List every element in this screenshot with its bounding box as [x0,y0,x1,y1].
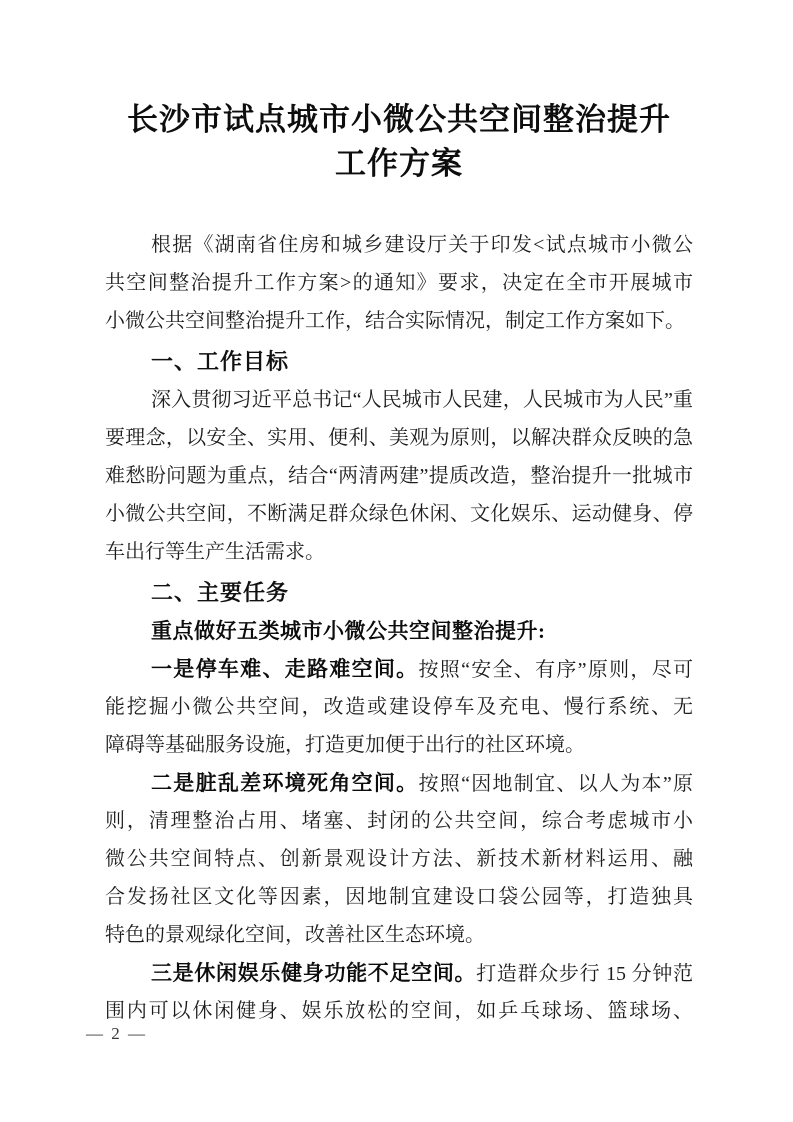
paragraph-text: 打造群众步行 15 分钟范 [476,963,694,985]
paragraph-line: 根据《湖南省住房和城乡建设厅关于印发<试点城市小微公 [151,234,693,256]
paragraph-line: 小微公共空间，不断满足群众绿色休闲、文化娱乐、运动健身、停 [105,503,693,525]
document-body [105,226,693,1030]
paragraph-text: 按照“因地制宜、以人为本”原 [418,773,694,795]
paragraph-line [105,764,693,802]
paragraph-line: 微公共空间特点、创新景观设计方法、新技术新材料运用、融 [105,848,693,870]
section-heading-main-tasks: 二、主要任务 [151,580,290,605]
paragraph-line: 要理念，以安全、实用、便利、美观为原则，以解决群众反映的急 [105,427,693,449]
paragraph-line [105,650,693,688]
page-number: — 2 — [86,1024,147,1043]
task-one-label: 一是停车难、走路难空间。 [151,657,419,681]
document-title [105,98,693,186]
title-line-1: 长沙市试点城市小微公共空间整治提升 [127,102,671,137]
paragraph-line: 深入贯彻习近平总书记“人民城市人民建，人民城市为人民”重 [151,389,693,411]
task-two-label: 二是脏乱差环境死角空间。 [151,771,419,795]
paragraph-line: 难愁盼问题为重点，结合“两清两建”提质改造，整治提升一批城市 [105,465,693,487]
paragraph-line: 共空间整治提升工作方案>的通知》要求，决定在全市开展城市 [105,272,693,294]
section-heading-work-goals: 一、工作目标 [151,349,290,374]
tasks-lead-line: 重点做好五类城市小微公共空间整治提升: [151,619,546,643]
paragraph-line: 障碍等基础服务设施，打造更加便于出行的社区环境。 [105,734,585,756]
task-three-label: 三是休闲娱乐健身功能不足空间。 [151,961,477,985]
paragraph-line: 能挖掘小微公共空间，改造或建设停车及充电、慢行系统、无 [105,696,693,718]
paragraph-text: 按照“安全、有序”原则，尽可 [418,659,694,681]
paragraph-line: 则，清理整治占用、堵塞、封闭的公共空间，综合考虑城市小 [105,810,693,832]
paragraph-line [105,954,693,992]
paragraph-line: 围内可以休闲健身、娱乐放松的空间，如乒乓球场、篮球场、 [105,1000,693,1022]
paragraph-line: 小微公共空间整治提升工作，结合实际情况，制定工作方案如下。 [105,310,685,332]
paragraph-line: 合发扬社区文化等因素，因地制宜建设口袋公园等，打造独具 [105,886,693,908]
paragraph-line: 特色的景观绿化空间，改善社区生态环境。 [105,924,485,946]
paragraph-line: 车出行等生产生活需求。 [105,541,325,563]
title-line-2: 工作方案 [335,146,463,181]
